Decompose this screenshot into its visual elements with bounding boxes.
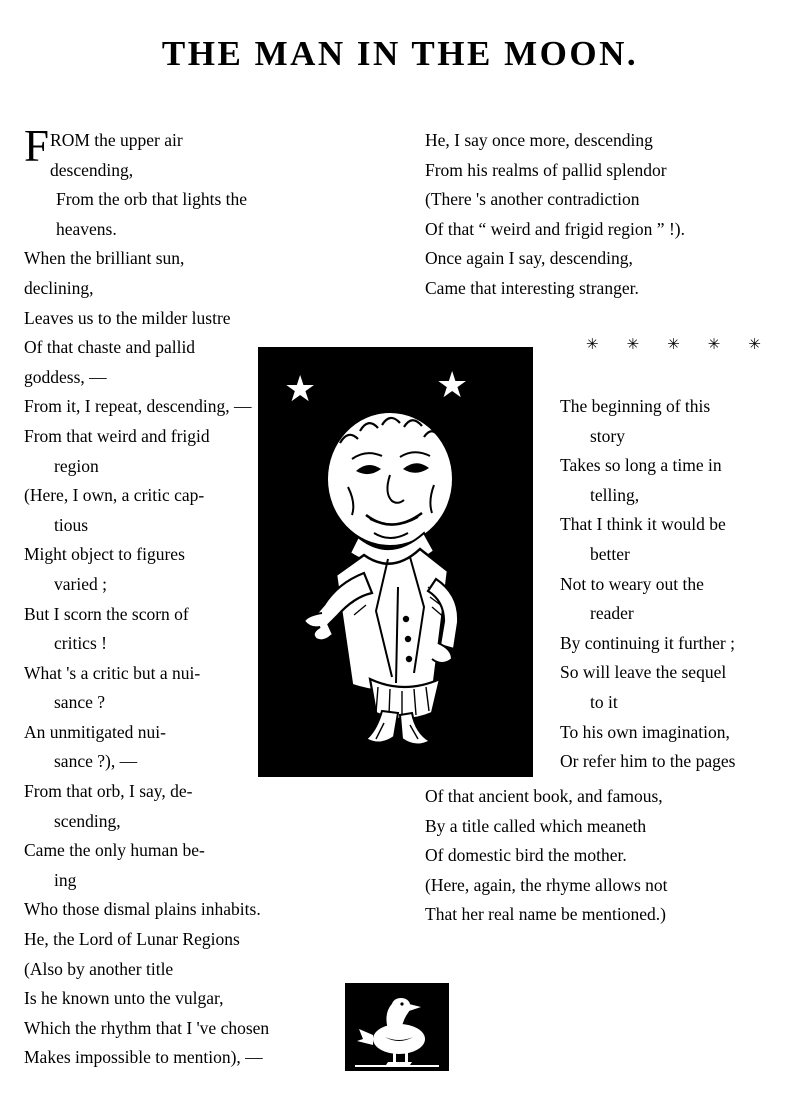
poem-column-left <box>24 121 270 1073</box>
star-icon: ✳ <box>748 337 761 353</box>
poem-line <box>24 121 256 185</box>
poem-line: to it <box>590 691 618 712</box>
drop-cap: F <box>24 121 50 171</box>
star-icon: ✳ <box>667 337 680 353</box>
poem-column-right-top <box>425 126 725 304</box>
poem-line: scending, <box>54 810 121 831</box>
star-icon: ✳ <box>626 337 640 353</box>
poem-line: From that weird and frigid <box>24 425 210 446</box>
poem-line: From it, I repeat, descending, — <box>24 396 252 417</box>
poem-line: From the orb that lights the heavens. <box>56 189 252 239</box>
poem-line: sance ?), — <box>54 751 138 772</box>
poem-line: (There 's another contradiction <box>425 189 640 210</box>
page-title <box>0 34 800 74</box>
poem-line: From that orb, I say, de- <box>24 781 193 802</box>
poem-line: Of domestic bird the mother. <box>425 845 627 866</box>
moon-man-figure <box>278 387 513 767</box>
poem-line: Not to weary out the <box>560 573 704 594</box>
poem-line: When the brilliant sun, declining, <box>24 248 189 298</box>
poem-line: What 's a critic but a nui- <box>24 662 201 683</box>
goose-icon <box>345 983 449 1071</box>
poem-line: reader <box>590 603 634 624</box>
poem-line: (Here, again, the rhyme allows not <box>425 874 668 895</box>
poem-line: Of that “ weird and frigid region ” !). <box>425 218 685 239</box>
poem-line: An unmitigated nui- <box>24 721 166 742</box>
poem-column-right-bottom <box>425 782 755 930</box>
star-icon: ★ <box>436 365 469 405</box>
poem-line: sance ? <box>54 692 106 713</box>
poem-line: To his own imagination, <box>560 721 730 742</box>
poem-line: story <box>590 425 625 446</box>
poem-line: By a title called which meaneth <box>425 815 647 836</box>
page-title-text: THE MAN IN THE MOON. <box>161 34 639 73</box>
poem-line: better <box>590 543 630 564</box>
star-icon: ✳ <box>586 337 599 353</box>
poem-line: Leaves us to the milder lustre <box>24 307 231 328</box>
poem-line: Of that chaste and pallid goddess, — <box>24 337 200 387</box>
poem-line: He, I say once more, descending <box>425 130 653 150</box>
poem-line: Came that interesting stranger. <box>425 277 639 298</box>
poem-line: That I think it would be <box>560 514 726 535</box>
man-in-the-moon-illustration <box>258 347 533 777</box>
poem-line: Might object to figures <box>24 544 185 565</box>
poem-line-text: ROM the upper air descending, <box>50 130 188 180</box>
poem-line: tious <box>54 514 89 535</box>
goose-vignette <box>345 983 449 1071</box>
poem-line: That her real name be mentioned.) <box>425 904 667 925</box>
poem-line: By continuing it further ; <box>560 632 735 653</box>
poem-line: Who those dismal plains inhabits. <box>24 899 261 920</box>
star-icon: ✳ <box>707 337 721 353</box>
poem-column-right-middle <box>560 392 800 777</box>
poem-line: But I scorn the scorn of <box>24 603 189 624</box>
star-icon: ★ <box>284 369 317 409</box>
poem-line: region <box>54 455 99 476</box>
poem-line: telling, <box>590 484 640 505</box>
poem-line: (Also by another title <box>24 958 174 979</box>
poem-line: (Here, I own, a critic cap- <box>24 485 205 506</box>
poem-line: critics ! <box>54 633 107 654</box>
poem-line: Came the only human be- <box>24 840 205 861</box>
poem-line: The beginning of this <box>560 396 711 416</box>
poem-line: Takes so long a time in <box>560 455 722 476</box>
poem-line: Of that ancient book, and famous, <box>425 786 663 806</box>
star-divider <box>586 338 761 352</box>
poem-line: ing <box>54 869 77 890</box>
poem-line: Once again I say, descending, <box>425 248 633 269</box>
poem-line: So will leave the sequel <box>560 662 727 683</box>
poem-line: Or refer him to the pages <box>560 751 736 772</box>
poem-line: Makes impossible to mention), — <box>24 1047 263 1068</box>
poem-line: Which the rhythm that I 've chosen <box>24 1017 270 1038</box>
poem-line: varied ; <box>54 573 107 594</box>
poem-line: From his realms of pallid splendor <box>425 159 667 180</box>
poem-line: Is he known unto the vulgar, <box>24 988 224 1009</box>
poem-line: He, the Lord of Lunar Regions <box>24 929 240 950</box>
